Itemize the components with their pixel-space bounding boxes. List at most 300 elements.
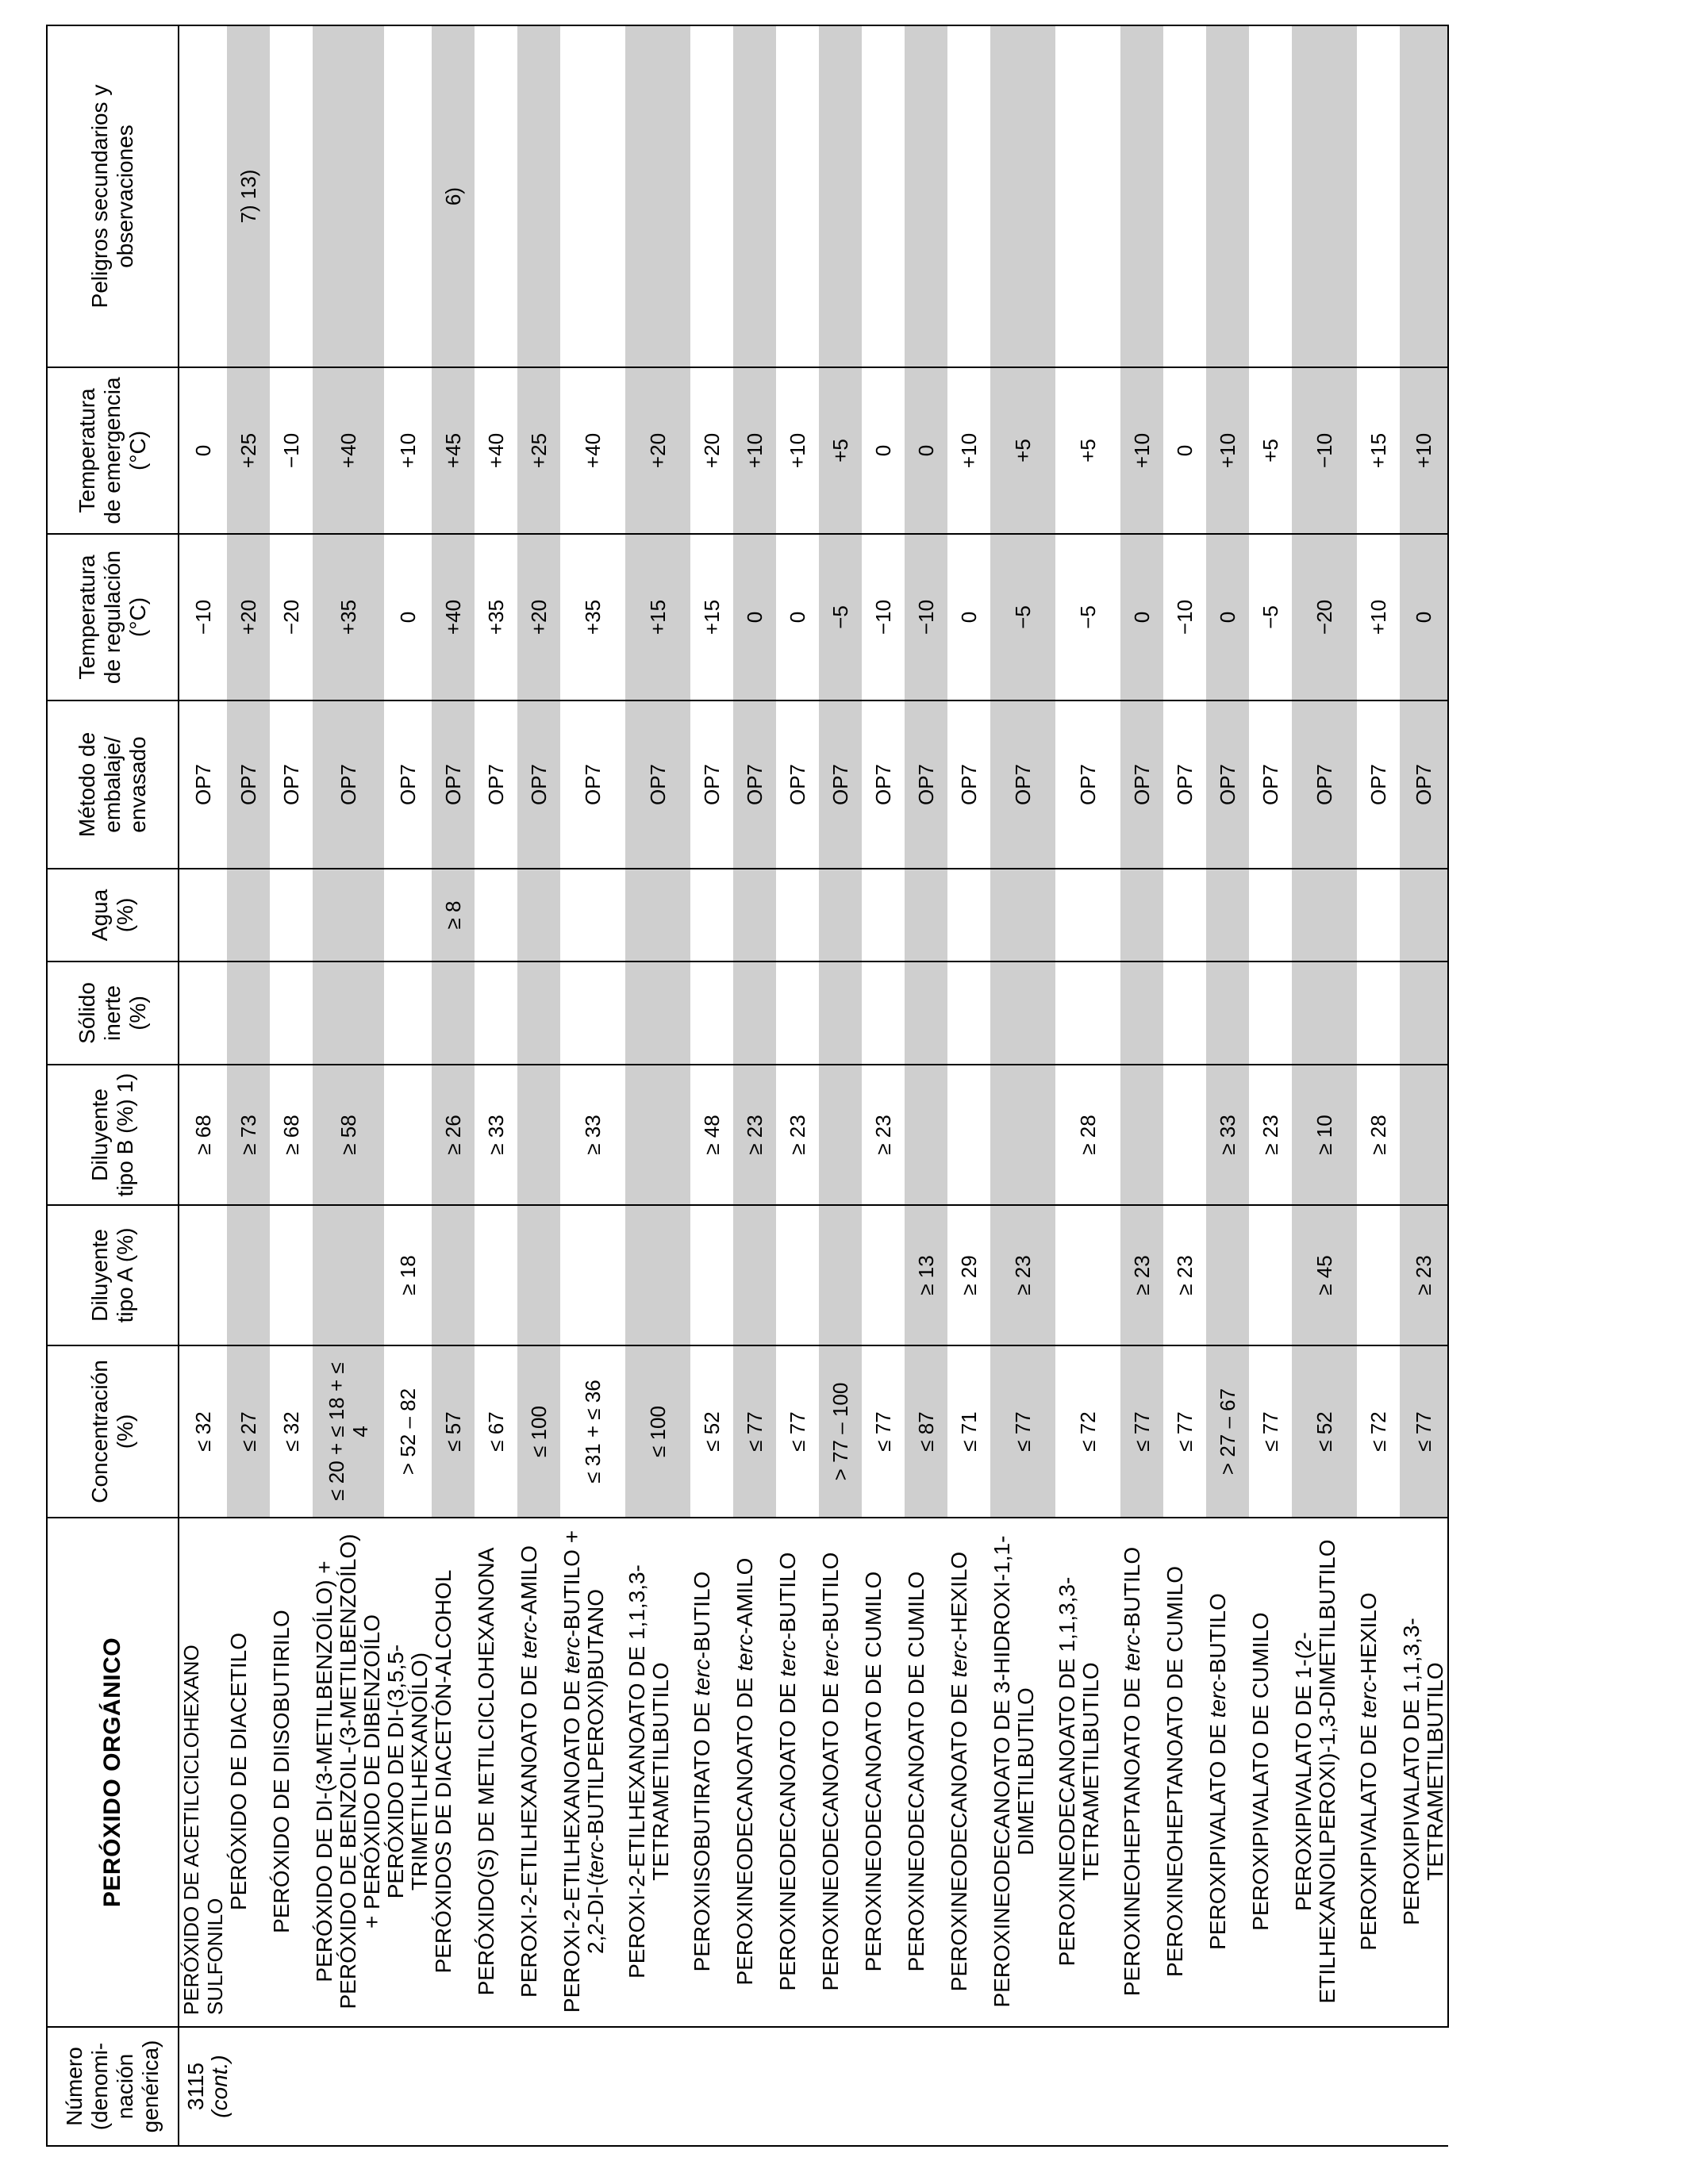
table-row — [179, 25, 227, 2146]
control-temp-cell: 0 — [1206, 534, 1249, 700]
concentration-cell: ≤ 31 + ≤ 36 — [560, 1345, 625, 1518]
packing-method-cell: OP7 — [1120, 700, 1163, 869]
inert-solid-cell — [733, 961, 776, 1065]
packing-method-cell: OP7 — [179, 700, 227, 869]
water-cell — [819, 869, 862, 961]
emergency-temp-cell: +20 — [690, 367, 733, 534]
diluent-b-cell: ≥ 58 — [313, 1065, 384, 1205]
table-row — [313, 25, 384, 2146]
inert-solid-cell — [1055, 961, 1120, 1065]
diluent-a-cell — [227, 1205, 270, 1345]
water-cell — [384, 869, 432, 961]
packing-method-cell: OP7 — [475, 700, 517, 869]
diluent-b-cell: ≥ 33 — [1206, 1065, 1249, 1205]
concentration-cell: > 77 – 100 — [819, 1345, 862, 1518]
diluent-b-cell: ≥ 23 — [862, 1065, 905, 1205]
inert-solid-cell — [1249, 961, 1292, 1065]
diluent-b-cell: ≥ 48 — [690, 1065, 733, 1205]
emergency-temp-cell: −10 — [1292, 367, 1357, 534]
diluent-b-cell — [990, 1065, 1055, 1205]
emergency-temp-cell: +5 — [1055, 367, 1120, 534]
inert-solid-cell — [819, 961, 862, 1065]
diluent-b-cell: ≥ 23 — [776, 1065, 819, 1205]
peroxide-name-cell: PEROXINEODECANOATO DE terc-BUTILO — [776, 1518, 819, 2027]
header-emergency-temp: Temperatura de emergencia (°C) — [47, 367, 179, 534]
concentration-cell: > 27 – 67 — [1206, 1345, 1249, 1518]
concentration-cell: ≤ 72 — [1357, 1345, 1400, 1518]
packing-method-cell: OP7 — [1163, 700, 1206, 869]
table-row — [1400, 25, 1448, 2146]
packing-method-cell: OP7 — [947, 700, 990, 869]
inert-solid-cell — [384, 961, 432, 1065]
inert-solid-cell — [690, 961, 733, 1065]
inert-solid-cell — [1206, 961, 1249, 1065]
diluent-a-cell — [1357, 1205, 1400, 1345]
table-row — [1120, 25, 1163, 2146]
table-row — [733, 25, 776, 2146]
diluent-b-cell — [625, 1065, 690, 1205]
diluent-a-cell — [517, 1205, 560, 1345]
table-row — [384, 25, 432, 2146]
concentration-cell: ≤ 52 — [1292, 1345, 1357, 1518]
header-concentration: Concentración (%) — [47, 1345, 179, 1518]
emergency-temp-cell: 0 — [905, 367, 947, 534]
hazards-cell — [690, 25, 733, 367]
diluent-a-cell — [1206, 1205, 1249, 1345]
concentration-cell: ≤ 20 + ≤ 18 + ≤ 4 — [313, 1345, 384, 1518]
water-cell — [1357, 869, 1400, 961]
inert-solid-cell — [270, 961, 313, 1065]
concentration-cell: ≤ 77 — [733, 1345, 776, 1518]
control-temp-cell: −20 — [1292, 534, 1357, 700]
table-row — [990, 25, 1055, 2146]
inert-solid-cell — [905, 961, 947, 1065]
header-diluent-b: Diluyente tipo B (%) 1) — [47, 1065, 179, 1205]
diluent-a-cell — [475, 1205, 517, 1345]
diluent-b-cell: ≥ 68 — [179, 1065, 227, 1205]
header-peroxide: PERÓXIDO ORGÁNICO — [47, 1518, 179, 2027]
table-row — [690, 25, 733, 2146]
packing-method-cell: OP7 — [862, 700, 905, 869]
rotated-table-page — [46, 26, 1447, 2147]
hazards-cell — [862, 25, 905, 367]
inert-solid-cell — [179, 961, 227, 1065]
peroxide-name-cell: PEROXINEOHEPTANOATO DE terc-BUTILO — [1120, 1518, 1163, 2027]
control-temp-cell: −5 — [1055, 534, 1120, 700]
un-number: 3115 — [183, 2062, 208, 2111]
water-cell — [905, 869, 947, 961]
peroxide-name-cell: PEROXI-2-ETILHEXANOATO DE 1,1,3,3-TETRAMETILBUTILO — [625, 1518, 690, 2027]
table-row — [1249, 25, 1292, 2146]
diluent-a-cell: ≥ 23 — [1163, 1205, 1206, 1345]
diluent-a-cell: ≥ 13 — [905, 1205, 947, 1345]
emergency-temp-cell: +20 — [625, 367, 690, 534]
hazards-cell — [625, 25, 690, 367]
peroxide-name-cell: PEROXINEODECANOATO DE 3-HIDROXI-1,1-DIMETILBUTILO — [990, 1518, 1055, 2027]
table-row — [1357, 25, 1400, 2146]
diluent-a-cell: ≥ 23 — [990, 1205, 1055, 1345]
header-diluent-a: Diluyente tipo A (%) — [47, 1205, 179, 1345]
hazards-cell — [560, 25, 625, 367]
hazards-cell — [179, 25, 227, 367]
water-cell — [625, 869, 690, 961]
inert-solid-cell — [990, 961, 1055, 1065]
table-row — [1206, 25, 1249, 2146]
peroxide-name-cell: PEROXINEODECANOATO DE terc-BUTILO — [819, 1518, 862, 2027]
table-row — [776, 25, 819, 2146]
water-cell — [1120, 869, 1163, 961]
control-temp-cell: −10 — [179, 534, 227, 700]
concentration-cell: ≤ 71 — [947, 1345, 990, 1518]
peroxide-name-cell: PERÓXIDO DE DI-(3,5,5-TRIMETILHEXANOÍLO) — [384, 1518, 432, 2027]
table-row — [1055, 25, 1120, 2146]
peroxide-name-cell: PEROXIPIVALATO DE terc-HEXILO — [1357, 1518, 1400, 2027]
water-cell: ≥ 8 — [432, 869, 475, 961]
diluent-a-cell — [432, 1205, 475, 1345]
concentration-cell: ≤ 100 — [625, 1345, 690, 1518]
water-cell — [1292, 869, 1357, 961]
diluent-a-cell — [1249, 1205, 1292, 1345]
peroxide-name-cell: PERÓXIDO DE DIACETILO — [227, 1518, 270, 2027]
water-cell — [313, 869, 384, 961]
hazards-cell — [313, 25, 384, 367]
peroxide-name-cell: PEROXIPIVALATO DE CUMILO — [1249, 1518, 1292, 2027]
peroxide-name-cell: PERÓXIDO(S) DE METILCICLOHEXANONA — [475, 1518, 517, 2027]
peroxide-name-cell: PEROXINEODECANOATO DE CUMILO — [905, 1518, 947, 2027]
diluent-a-cell — [690, 1205, 733, 1345]
packing-method-cell: OP7 — [517, 700, 560, 869]
emergency-temp-cell: +10 — [1206, 367, 1249, 534]
diluent-b-cell: ≥ 26 — [432, 1065, 475, 1205]
un-number-cell — [179, 2027, 1448, 2146]
emergency-temp-cell: +25 — [227, 367, 270, 534]
peroxide-name-cell: PEROXINEODECANOATO DE 1,1,3,3-TETRAMETILBUTILO — [1055, 1518, 1120, 2027]
inert-solid-cell — [560, 961, 625, 1065]
packing-method-cell: OP7 — [1357, 700, 1400, 869]
diluent-a-cell — [819, 1205, 862, 1345]
hazards-cell — [270, 25, 313, 367]
concentration-cell: ≤ 67 — [475, 1345, 517, 1518]
packing-method-cell: OP7 — [432, 700, 475, 869]
control-temp-cell: 0 — [776, 534, 819, 700]
inert-solid-cell — [1163, 961, 1206, 1065]
hazards-cell — [1120, 25, 1163, 367]
inert-solid-cell — [1357, 961, 1400, 1065]
control-temp-cell: 0 — [1120, 534, 1163, 700]
diluent-a-cell: ≥ 45 — [1292, 1205, 1357, 1345]
peroxide-name-cell: PEROXINEODECANOATO DE CUMILO — [862, 1518, 905, 2027]
concentration-cell: ≤ 32 — [270, 1345, 313, 1518]
diluent-b-cell: ≥ 23 — [1249, 1065, 1292, 1205]
table-row — [227, 25, 270, 2146]
emergency-temp-cell: +5 — [819, 367, 862, 534]
table-row — [475, 25, 517, 2146]
emergency-temp-cell: +40 — [560, 367, 625, 534]
water-cell — [690, 869, 733, 961]
control-temp-cell: +20 — [517, 534, 560, 700]
concentration-cell: ≤ 52 — [690, 1345, 733, 1518]
control-temp-cell: 0 — [733, 534, 776, 700]
packing-method-cell: OP7 — [313, 700, 384, 869]
peroxide-name-cell: PEROXIPIVALATO DE 1-(2-ETILHEXANOILPEROXI)-1,3-DIMETILBUTILO — [1292, 1518, 1357, 2027]
packing-method-cell: OP7 — [625, 700, 690, 869]
peroxide-name-cell: PERÓXIDO DE ACETILCICLOHEXANO SULFONILO — [179, 1518, 227, 2027]
water-cell — [1206, 869, 1249, 961]
concentration-cell: ≤ 77 — [1400, 1345, 1448, 1518]
hazards-cell — [905, 25, 947, 367]
packing-method-cell: OP7 — [560, 700, 625, 869]
emergency-temp-cell: +10 — [947, 367, 990, 534]
control-temp-cell: +20 — [227, 534, 270, 700]
diluent-a-cell: ≥ 23 — [1400, 1205, 1448, 1345]
diluent-a-cell — [1055, 1205, 1120, 1345]
hazards-cell — [1357, 25, 1400, 367]
diluent-a-cell — [270, 1205, 313, 1345]
hazards-cell — [475, 25, 517, 367]
hazards-cell — [384, 25, 432, 367]
table-row — [905, 25, 947, 2146]
diluent-b-cell: ≥ 28 — [1055, 1065, 1120, 1205]
emergency-temp-cell: +45 — [432, 367, 475, 534]
diluent-a-cell — [776, 1205, 819, 1345]
emergency-temp-cell: −10 — [270, 367, 313, 534]
packing-method-cell: OP7 — [227, 700, 270, 869]
control-temp-cell: +15 — [690, 534, 733, 700]
diluent-b-cell — [819, 1065, 862, 1205]
diluent-a-cell — [179, 1205, 227, 1345]
hazards-cell — [1163, 25, 1206, 367]
hazards-cell — [776, 25, 819, 367]
diluent-b-cell — [384, 1065, 432, 1205]
water-cell — [179, 869, 227, 961]
inert-solid-cell — [1400, 961, 1448, 1065]
water-cell — [517, 869, 560, 961]
inert-solid-cell — [517, 961, 560, 1065]
diluent-a-cell: ≥ 29 — [947, 1205, 990, 1345]
packing-method-cell: OP7 — [690, 700, 733, 869]
inert-solid-cell — [1292, 961, 1357, 1065]
hazards-cell — [1249, 25, 1292, 367]
diluent-a-cell — [733, 1205, 776, 1345]
concentration-cell: ≤ 77 — [776, 1345, 819, 1518]
inert-solid-cell — [475, 961, 517, 1065]
packing-method-cell: OP7 — [905, 700, 947, 869]
hazards-cell — [517, 25, 560, 367]
concentration-cell: ≤ 77 — [1163, 1345, 1206, 1518]
diluent-b-cell: ≥ 23 — [733, 1065, 776, 1205]
concentration-cell: ≤ 77 — [1120, 1345, 1163, 1518]
emergency-temp-cell: +10 — [384, 367, 432, 534]
water-cell — [947, 869, 990, 961]
control-temp-cell: +35 — [560, 534, 625, 700]
concentration-cell: > 52 – 82 — [384, 1345, 432, 1518]
header-hazards: Peligros secundarios y observaciones — [47, 25, 179, 367]
diluent-b-cell — [1120, 1065, 1163, 1205]
control-temp-cell: −10 — [905, 534, 947, 700]
control-temp-cell: −5 — [819, 534, 862, 700]
header-row — [47, 25, 179, 2146]
packing-method-cell: OP7 — [990, 700, 1055, 869]
packing-method-cell: OP7 — [1055, 700, 1120, 869]
water-cell — [1400, 869, 1448, 961]
emergency-temp-cell: +10 — [1120, 367, 1163, 534]
inert-solid-cell — [1120, 961, 1163, 1065]
table-row — [270, 25, 313, 2146]
diluent-b-cell: ≥ 10 — [1292, 1065, 1357, 1205]
water-cell — [560, 869, 625, 961]
table-row — [1163, 25, 1206, 2146]
peroxide-name-cell: PERÓXIDOS DE DIACETÓN-ALCOHOL — [432, 1518, 475, 2027]
hazards-cell: 6) — [432, 25, 475, 367]
water-cell — [270, 869, 313, 961]
diluent-a-cell: ≥ 23 — [1120, 1205, 1163, 1345]
packing-method-cell: OP7 — [819, 700, 862, 869]
diluent-b-cell: ≥ 68 — [270, 1065, 313, 1205]
inert-solid-cell — [313, 961, 384, 1065]
peroxide-name-cell: PERÓXIDO DE DIISOBUTIRILO — [270, 1518, 313, 2027]
table-row — [819, 25, 862, 2146]
diluent-b-cell — [905, 1065, 947, 1205]
water-cell — [1055, 869, 1120, 961]
concentration-cell: ≤ 32 — [179, 1345, 227, 1518]
concentration-cell: ≤ 77 — [990, 1345, 1055, 1518]
packing-method-cell: OP7 — [733, 700, 776, 869]
hazards-cell — [990, 25, 1055, 367]
inert-solid-cell — [947, 961, 990, 1065]
water-cell — [733, 869, 776, 961]
peroxide-name-cell: PEROXINEODECANOATO DE terc-AMILO — [733, 1518, 776, 2027]
diluent-a-cell — [560, 1205, 625, 1345]
header-un-number: Número (denomi-nación genérica) — [47, 2027, 179, 2146]
table-row — [947, 25, 990, 2146]
diluent-b-cell — [947, 1065, 990, 1205]
emergency-temp-cell: 0 — [862, 367, 905, 534]
inert-solid-cell — [776, 961, 819, 1065]
emergency-temp-cell: 0 — [1163, 367, 1206, 534]
diluent-a-cell — [862, 1205, 905, 1345]
concentration-cell: ≤ 77 — [1249, 1345, 1292, 1518]
peroxide-name-cell: PEROXIPIVALATO DE terc-BUTILO — [1206, 1518, 1249, 2027]
hazards-cell — [1400, 25, 1448, 367]
peroxide-name-cell: PEROXIPIVALATO DE 1,1,3,3-TETRAMETILBUTILO — [1400, 1518, 1448, 2027]
peroxide-name-cell: PEROXINEODECANOATO DE terc-HEXILO — [947, 1518, 990, 2027]
control-temp-cell: 0 — [947, 534, 990, 700]
diluent-b-cell: ≥ 28 — [1357, 1065, 1400, 1205]
peroxide-name-cell: PEROXI-2-ETILHEXANOATO DE terc-BUTILO + 2,2-DI-(terc-BUTILPEROXI)BUTANO — [560, 1518, 625, 2027]
packing-method-cell: OP7 — [1292, 700, 1357, 869]
peroxide-name-cell: PEROXI-2-ETILHEXANOATO DE terc-AMILO — [517, 1518, 560, 2027]
header-packing-method: Método de embalaje/ envasado — [47, 700, 179, 869]
emergency-temp-cell: +5 — [1249, 367, 1292, 534]
header-water: Agua (%) — [47, 869, 179, 961]
packing-method-cell: OP7 — [1249, 700, 1292, 869]
water-cell — [227, 869, 270, 961]
control-temp-cell: +10 — [1357, 534, 1400, 700]
table-row — [862, 25, 905, 2146]
emergency-temp-cell: +15 — [1357, 367, 1400, 534]
water-cell — [776, 869, 819, 961]
emergency-temp-cell: +40 — [313, 367, 384, 534]
inert-solid-cell — [862, 961, 905, 1065]
packing-method-cell: OP7 — [1400, 700, 1448, 869]
water-cell — [475, 869, 517, 961]
emergency-temp-cell: +25 — [517, 367, 560, 534]
hazards-cell — [947, 25, 990, 367]
packing-method-cell: OP7 — [1206, 700, 1249, 869]
water-cell — [1249, 869, 1292, 961]
table-row — [432, 25, 475, 2146]
control-temp-cell: −20 — [270, 534, 313, 700]
table-row — [560, 25, 625, 2146]
control-temp-cell: −10 — [862, 534, 905, 700]
un-number-note: (cont.) — [207, 2055, 232, 2118]
hazards-cell — [733, 25, 776, 367]
control-temp-cell: 0 — [1400, 534, 1448, 700]
water-cell — [862, 869, 905, 961]
inert-solid-cell — [625, 961, 690, 1065]
inert-solid-cell — [227, 961, 270, 1065]
diluent-b-cell — [1163, 1065, 1206, 1205]
hazards-cell — [1292, 25, 1357, 367]
hazards-cell — [1055, 25, 1120, 367]
concentration-cell: ≤ 27 — [227, 1345, 270, 1518]
emergency-temp-cell: +10 — [733, 367, 776, 534]
packing-method-cell: OP7 — [384, 700, 432, 869]
diluent-b-cell — [1400, 1065, 1448, 1205]
emergency-temp-cell: 0 — [179, 367, 227, 534]
concentration-cell: ≤ 77 — [862, 1345, 905, 1518]
control-temp-cell: −10 — [1163, 534, 1206, 700]
header-control-temp: Temperatura de regulación (°C) — [47, 534, 179, 700]
header-inert-solid: Sólido inerte (%) — [47, 961, 179, 1065]
emergency-temp-cell: +40 — [475, 367, 517, 534]
hazards-cell — [819, 25, 862, 367]
diluent-b-cell — [517, 1065, 560, 1205]
water-cell — [990, 869, 1055, 961]
emergency-temp-cell: +5 — [990, 367, 1055, 534]
peroxide-name-cell: PEROXINEOHEPTANOATO DE CUMILO — [1163, 1518, 1206, 2027]
control-temp-cell: +35 — [313, 534, 384, 700]
control-temp-cell: +35 — [475, 534, 517, 700]
diluent-a-cell — [313, 1205, 384, 1345]
water-cell — [1163, 869, 1206, 961]
control-temp-cell: −5 — [1249, 534, 1292, 700]
emergency-temp-cell: +10 — [776, 367, 819, 534]
concentration-cell: ≤ 72 — [1055, 1345, 1120, 1518]
diluent-a-cell: ≥ 18 — [384, 1205, 432, 1345]
control-temp-cell: +40 — [432, 534, 475, 700]
diluent-b-cell: ≥ 33 — [475, 1065, 517, 1205]
table-row — [1292, 25, 1357, 2146]
control-temp-cell: −5 — [990, 534, 1055, 700]
hazards-cell — [1206, 25, 1249, 367]
hazards-cell: 7) 13) — [227, 25, 270, 367]
concentration-cell: ≤ 57 — [432, 1345, 475, 1518]
concentration-cell: ≤ 100 — [517, 1345, 560, 1518]
diluent-a-cell — [625, 1205, 690, 1345]
packing-method-cell: OP7 — [270, 700, 313, 869]
table-row — [517, 25, 560, 2146]
inert-solid-cell — [432, 961, 475, 1065]
packing-method-cell: OP7 — [776, 700, 819, 869]
table-body — [179, 25, 1448, 2146]
diluent-b-cell: ≥ 73 — [227, 1065, 270, 1205]
concentration-cell: ≤ 87 — [905, 1345, 947, 1518]
organic-peroxides-table — [46, 25, 1449, 2147]
diluent-b-cell: ≥ 33 — [560, 1065, 625, 1205]
control-temp-cell: +15 — [625, 534, 690, 700]
peroxide-name-cell: PERÓXIDO DE DI-(3-METILBENZOÍLO) + PERÓXIDO DE BENZOIL-(3-METILBENZOÍLO) + PERÓXIDO DE DIBENZOÍLO — [313, 1518, 384, 2027]
